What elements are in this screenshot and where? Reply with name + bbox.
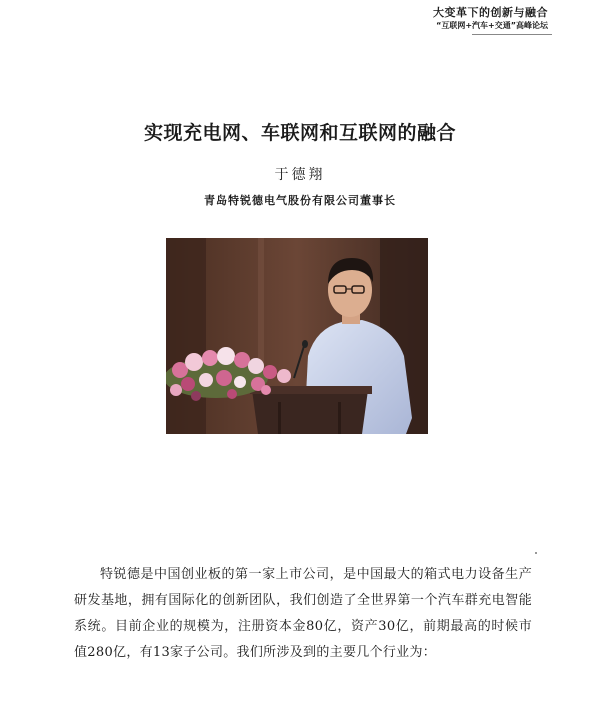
scan-speck xyxy=(535,552,537,554)
running-header xyxy=(433,6,548,32)
article-author: 于德翔 xyxy=(274,167,326,183)
article-title: 实现充电网、车联网和互联网的融合 xyxy=(143,122,456,144)
speaker-photo xyxy=(166,238,428,434)
speaker-at-podium-photo-icon xyxy=(166,238,428,434)
body-paragraph: 特锐德是中国创业板的第一家上市公司，是中国最大的箱式电力设备生产研发基地，拥有国际化的创新团队，我们创造了全世界第一个汽车群充电智能系统。目前企业的规模为，注册资本金80亿，资产30亿，前期最高的时候市值280亿，有13家子公司。我们所涉及到的主要几个行业为： xyxy=(74,567,532,660)
header-subtitle: “互联网+汽车+交通”高峰论坛 xyxy=(436,21,548,30)
header-divider xyxy=(472,34,552,35)
author-affiliation: 青岛特锐德电气股份有限公司董事长 xyxy=(204,194,396,207)
header-title: 大变革下的创新与融合 xyxy=(433,6,548,19)
article-body xyxy=(74,562,532,666)
